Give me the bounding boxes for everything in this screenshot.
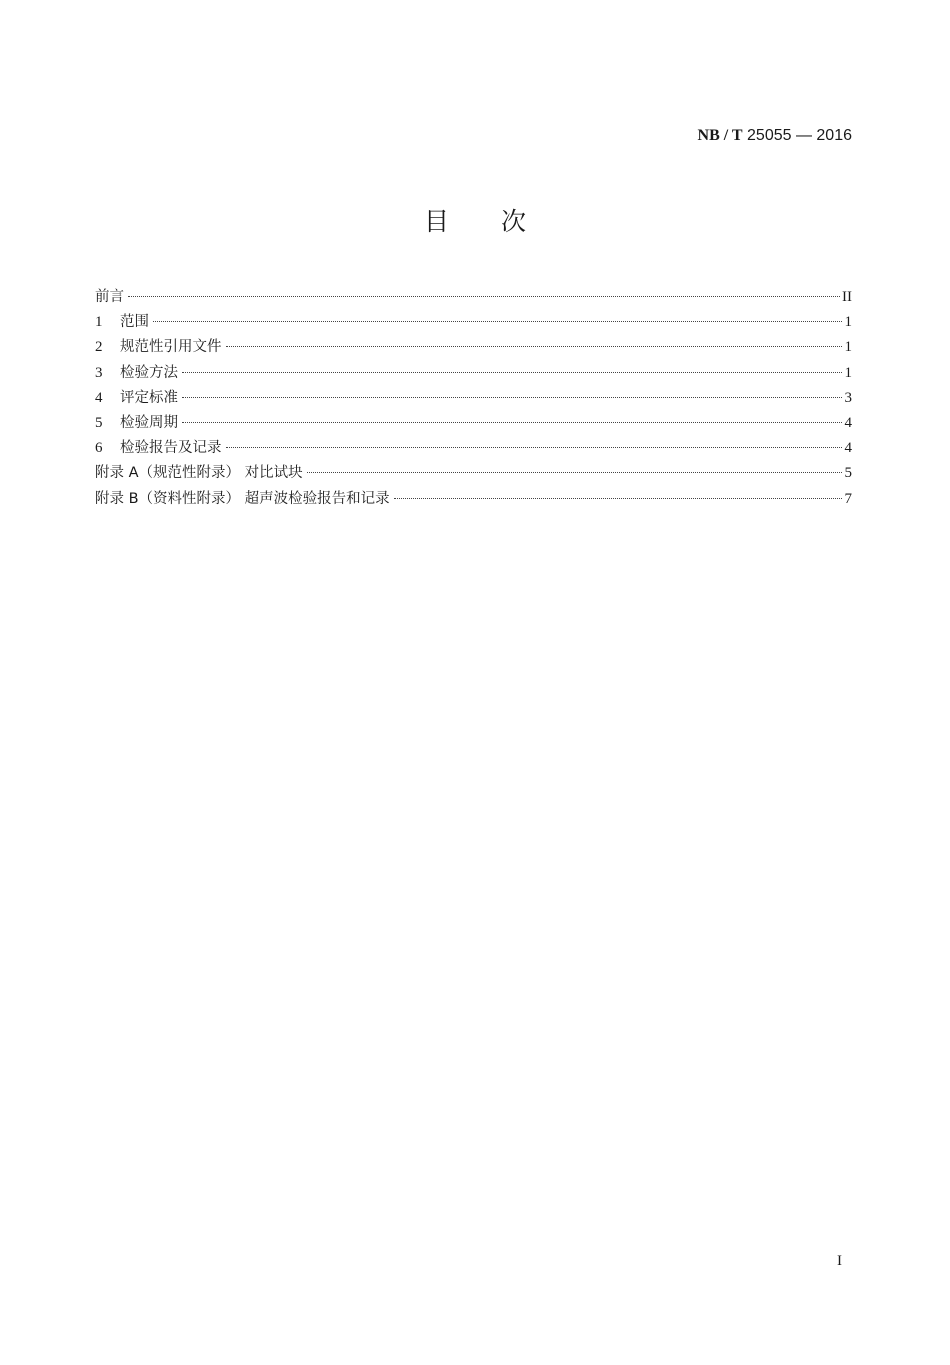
toc-dot-leader [182,397,842,398]
toc-entry-page: 7 [844,490,852,507]
table-of-contents [95,285,852,512]
toc-entry[interactable] [95,436,852,461]
toc-dot-leader [182,372,842,373]
toc-dot-leader [226,447,843,448]
toc-entry-page: 4 [844,440,852,457]
toc-dot-leader [226,346,843,347]
toc-entry[interactable] [95,411,852,436]
standard-code [698,127,852,145]
toc-dot-leader [307,472,842,473]
toc-entry[interactable] [95,487,852,512]
toc-entry[interactable] [95,461,852,486]
toc-entry-label: 检验报告及记录 [120,440,222,457]
toc-entry-label: 附录 B（资料性附录） 超声波检验报告和记录 [95,490,390,507]
standard-code-prefix: NB / T [697,127,743,144]
toc-entry-label: 附录 A（规范性附录） 对比试块 [95,465,303,482]
toc-dot-leader [128,296,840,297]
toc-entry-page: 1 [844,364,852,381]
toc-entry[interactable] [95,335,852,360]
toc-entry[interactable] [95,285,852,310]
toc-entry-page: 3 [844,389,852,406]
toc-entry-label: 检验周期 [120,414,178,431]
toc-entry-label: 前言 [95,289,124,305]
toc-entry-page: 5 [844,465,852,482]
toc-title: 目次 [423,207,578,236]
toc-dot-leader [182,422,842,423]
toc-entry-page: II [842,289,852,305]
toc-entry-number: 6 [95,440,103,457]
toc-entry-page: 1 [844,339,852,356]
toc-entry-page: 4 [844,414,852,431]
toc-entry-label: 范围 [120,314,149,331]
page-number: I [837,1253,842,1269]
toc-entry-number: 2 [95,339,103,356]
toc-entry-number: 5 [95,414,103,431]
toc-entry-label: 检验方法 [120,364,178,381]
toc-entry-number: 4 [95,389,103,406]
toc-entry[interactable] [95,361,852,386]
toc-entry-number: 1 [95,314,103,331]
toc-entry-label: 规范性引用文件 [120,339,222,356]
toc-entry-number: 3 [95,364,103,381]
toc-entry[interactable] [95,310,852,335]
toc-entry-label: 评定标准 [120,389,178,406]
toc-entry[interactable] [95,386,852,411]
toc-entry-page: 1 [844,314,852,331]
standard-code-number: 25055 — 2016 [742,127,852,144]
toc-dot-leader [153,321,842,322]
toc-dot-leader [394,498,842,499]
